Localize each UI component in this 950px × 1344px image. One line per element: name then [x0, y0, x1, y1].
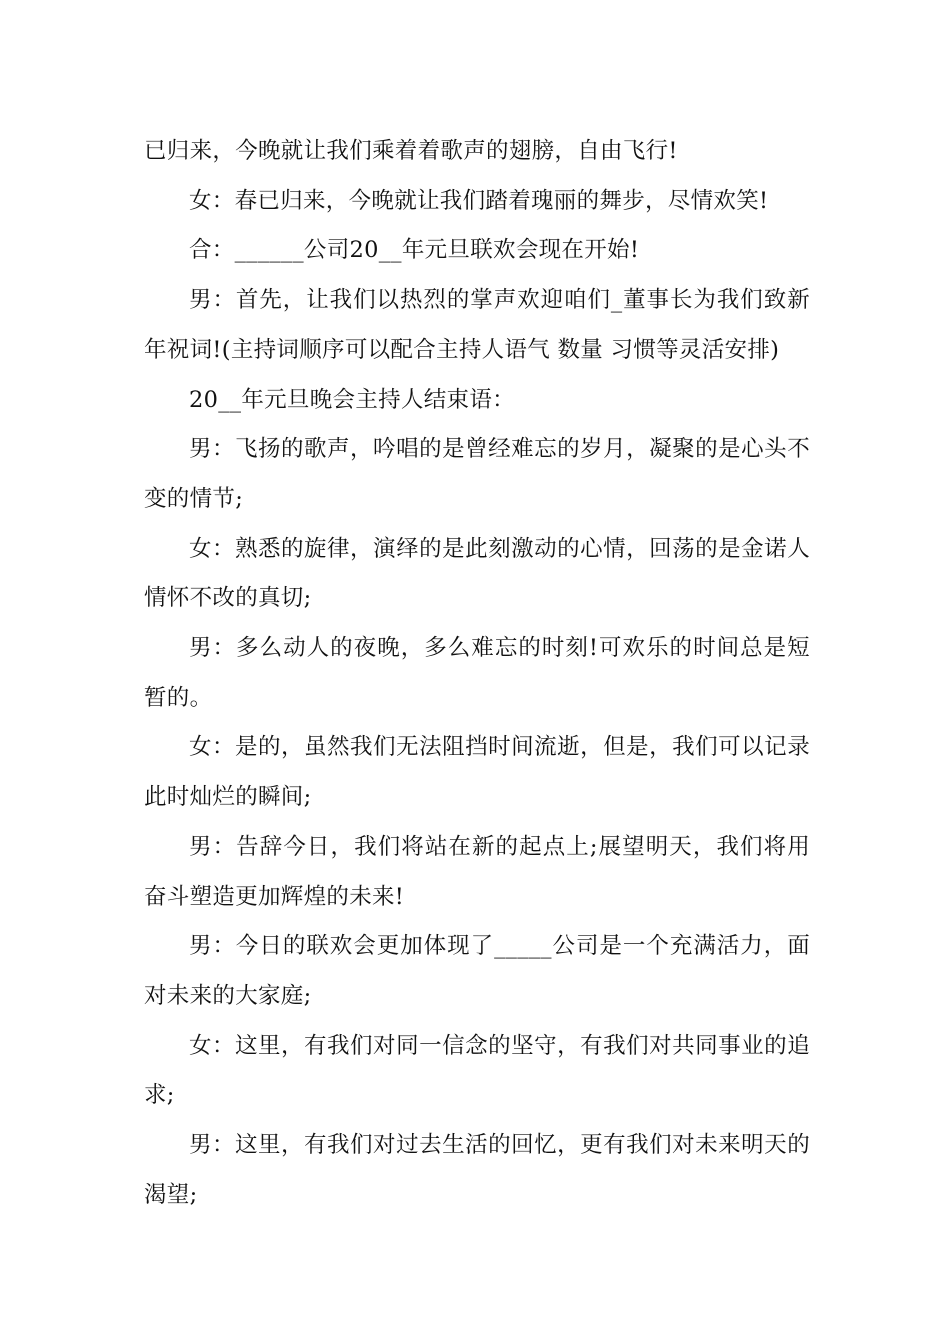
paragraph: 女：这里，有我们对同一信念的坚守，有我们对共同事业的追求; [144, 1032, 810, 1109]
paragraph: 女：熟悉的旋律，演绎的是此刻激动的心情，回荡的是金诺人情怀不改的真切; [144, 535, 810, 612]
paragraph: 男：告辞今日，我们将站在新的起点上;展望明天，我们将用奋斗塑造更加辉煌的未来! [144, 833, 810, 910]
paragraph: 合：______公司20__年元旦联欢会现在开始! [189, 237, 640, 264]
paragraph: 女：春已归来，今晚就让我们踏着瑰丽的舞步，尽情欢笑! [189, 187, 769, 214]
paragraph: 男：多么动人的夜晚，多么难忘的时刻!可欢乐的时间总是短暂的。 [144, 635, 810, 711]
document-body [144, 127, 810, 1220]
paragraph: 男：首先，让我们以热烈的掌声欢迎咱们_董事长为我们致新年祝词!(主持词顺序可以配合主持人语气 数量 习惯等灵活安排) [144, 287, 810, 363]
paragraph: 男：这里，有我们对过去生活的回忆，更有我们对未来明天的渴望; [144, 1132, 810, 1208]
section-heading: 20__年元旦晚会主持人结束语： [189, 386, 515, 413]
paragraph: 女：是的，虽然我们无法阻挡时间流逝，但是，我们可以记录此时灿烂的瞬间; [144, 734, 810, 811]
paragraph: 男：今日的联欢会更加体现了_____公司是一个充满活力，面对未来的大家庭; [144, 933, 810, 1009]
paragraph-continued: 已归来，今晚就让我们乘着着歌声的翅膀，自由飞行! [144, 138, 678, 164]
paragraph: 男：飞扬的歌声，吟唱的是曾经难忘的岁月，凝聚的是心头不变的情节; [144, 436, 810, 512]
